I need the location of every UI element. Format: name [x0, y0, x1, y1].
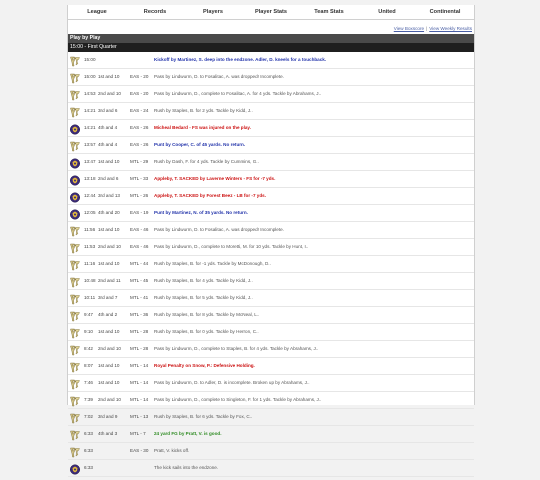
play-row [68, 171, 474, 188]
play-time: 10:48 [84, 278, 96, 283]
team-logo-icon [69, 428, 81, 439]
play-row [68, 324, 474, 341]
team-logo-icon [69, 445, 81, 456]
play-field-position: MTL - 29 [130, 159, 149, 164]
play-description: Rush by Staples, B. for -1 yds. Tackle by McDonough, D.. [154, 261, 271, 266]
play-time: 14:21 [84, 108, 96, 113]
play-down-distance: 1st and 10 [98, 159, 120, 164]
play-down-distance: 1st and 10 [98, 227, 120, 232]
play-row [68, 137, 474, 154]
play-list [68, 52, 474, 477]
play-row [68, 52, 474, 69]
opponent-logo-icon [69, 156, 81, 167]
play-time: 11:16 [84, 261, 96, 266]
play-row [68, 205, 474, 222]
play-time: 14:53 [84, 91, 96, 96]
nav-team-stats[interactable]: Team Stats [314, 9, 344, 15]
play-description: Punt by Cooper, C. of 45 yards. No return. [154, 142, 246, 147]
play-row [68, 341, 474, 358]
play-down-distance: 1st and 10 [98, 380, 120, 385]
play-row [68, 290, 474, 307]
play-description: Pass by Lindwurm, D., complete to Moretti, M. for 10 yds. Tackle by Hunt, I.. [154, 244, 309, 249]
play-down-distance: 4th and 3 [98, 431, 118, 436]
play-field-position: MTL - 7 [130, 431, 146, 436]
play-row [68, 307, 474, 324]
team-logo-icon [69, 394, 81, 405]
play-down-distance: 4th and 4 [98, 142, 118, 147]
team-logo-icon [69, 71, 81, 82]
play-row [68, 188, 474, 205]
play-time: 11:53 [84, 244, 96, 249]
play-down-distance: 2nd and 10 [98, 346, 121, 351]
team-logo-icon [69, 360, 81, 371]
play-field-position: EAS - 46 [130, 244, 149, 249]
team-logo-icon [69, 292, 81, 303]
team-logo-icon [69, 139, 81, 150]
play-time: 13:18 [84, 176, 96, 181]
team-logo-icon [69, 224, 81, 235]
play-description: Royal Penalty on Snow, P.: Defensive Holding. [154, 363, 255, 368]
play-field-position: EAS - 19 [130, 210, 149, 215]
play-down-distance: 2nd and 11 [98, 278, 121, 283]
team-logo-icon [69, 54, 81, 65]
play-description: Rush by Staples, B. for 0 yds. Tackle by Herron, C.. [154, 329, 259, 334]
play-time: 11:56 [84, 227, 96, 232]
play-field-position: EAS - 30 [130, 448, 149, 453]
view-weekly-results-link[interactable]: View Weekly Results [429, 26, 472, 31]
opponent-logo-icon [69, 462, 81, 473]
play-down-distance: 2nd and 10 [98, 244, 121, 249]
play-row [68, 239, 474, 256]
play-row [68, 69, 474, 86]
play-field-position: MTL - 44 [130, 261, 149, 266]
play-row [68, 273, 474, 290]
play-time: 9:47 [84, 312, 93, 317]
play-row [68, 358, 474, 375]
play-field-position: MTL - 41 [130, 295, 149, 300]
play-time: 8:07 [84, 363, 93, 368]
play-description: Rush by Staples, B. for 4 yds. Tackle by Kidd, J.. [154, 278, 253, 283]
play-time: 10:11 [84, 295, 96, 300]
play-down-distance: 2nd and 6 [98, 176, 119, 181]
play-description: Pass by Lindwurm, D., complete to Singleton, F. for 1 yds. Tackle by Abrahams, J.. [154, 397, 322, 402]
play-description: 24 yard FG by Pratt, V. is good. [154, 431, 222, 436]
play-time: 15:00 [84, 57, 96, 62]
team-logo-icon [69, 343, 81, 354]
play-description: Pass by Lindwurm, D. to Adler, D. is incomplete. Broken up by Abrahams, J.. [154, 380, 310, 385]
play-down-distance: 3rd and 9 [98, 414, 118, 419]
play-down-distance: 2nd and 10 [98, 91, 121, 96]
play-field-position: MTL - 14 [130, 380, 149, 385]
play-down-distance: 4th and 2 [98, 312, 118, 317]
play-description: Rush by Staples, B. for 6 yds. Tackle by Fox, C.. [154, 414, 253, 419]
play-row [68, 375, 474, 392]
play-row [68, 222, 474, 239]
play-down-distance: 1st and 10 [98, 261, 120, 266]
play-row [68, 392, 474, 409]
play-down-distance: 1st and 10 [98, 363, 120, 368]
play-row [68, 256, 474, 273]
play-row [68, 409, 474, 426]
team-logo-icon [69, 326, 81, 337]
nav-continental[interactable]: Continental [429, 9, 461, 15]
view-boxscore-link[interactable]: View Boxscore [393, 26, 425, 31]
play-time: 9:10 [84, 329, 93, 334]
play-row [68, 103, 474, 120]
team-logo-icon [69, 88, 81, 99]
play-down-distance: 1st and 10 [98, 329, 120, 334]
nav-league[interactable]: League [87, 9, 107, 15]
play-time: 12:44 [84, 193, 96, 198]
team-logo-icon [69, 105, 81, 116]
play-row [68, 460, 474, 477]
play-down-distance: 3rd and 6 [98, 108, 118, 113]
nav-united[interactable]: United [378, 9, 396, 15]
nav-records[interactable]: Records [143, 9, 167, 15]
nav-players[interactable]: Players [203, 9, 223, 15]
play-field-position: EAS - 26 [130, 142, 149, 147]
team-logo-icon [69, 377, 81, 388]
play-down-distance: 3rd and 13 [98, 193, 120, 198]
play-down-distance: 4th and 20 [98, 210, 120, 215]
play-time: 6:33 [84, 465, 93, 470]
top-nav [68, 5, 474, 20]
play-field-position: MTL - 26 [130, 193, 149, 198]
play-time: 14:21 [84, 125, 96, 130]
opponent-logo-icon [69, 190, 81, 201]
opponent-logo-icon [69, 122, 81, 133]
play-description: Pass by Lindwurm, D. to Fosalitac, A. was dropped! Incomplete. [154, 74, 284, 79]
play-description: Punt by Martinez, N. of 35 yards. No return. [154, 210, 248, 215]
play-field-position: EAS - 24 [130, 108, 149, 113]
team-logo-icon [69, 241, 81, 252]
link-separator: | [426, 26, 428, 31]
play-description: Pass by Lindwurm, D., complete to Staples, B. for 4 yds. Tackle by Abrahams, J.. [154, 346, 319, 351]
play-field-position: MTL - 45 [130, 278, 149, 283]
play-description: Rush by Staples, B. for 2 yds. Tackle by Kidd, J.. [154, 108, 253, 113]
play-time: 6:33 [84, 431, 93, 436]
play-down-distance: 4th and 4 [98, 125, 118, 130]
play-field-position: MTL - 28 [130, 346, 149, 351]
result-links [68, 20, 474, 32]
play-field-position: EAS - 26 [130, 125, 149, 130]
opponent-logo-icon [69, 173, 81, 184]
play-by-play-header: Play by Play [68, 34, 474, 43]
play-time: 6:33 [84, 448, 93, 453]
opponent-logo-icon [69, 207, 81, 218]
play-description: Rush by Dash, F. for 4 yds. Tackle by Cummins, G.. [154, 159, 259, 164]
play-field-position: MTL - 33 [130, 176, 149, 181]
play-down-distance: 3rd and 7 [98, 295, 118, 300]
play-description: Pratt, V. kicks off. [154, 448, 190, 453]
page-container [67, 5, 475, 470]
play-description: Pass by Lindwurm, D., complete to Fosalitac, A. for 4 yds. Tackle by Abrahams, J.. [154, 91, 322, 96]
play-time: 15:00 [84, 74, 96, 79]
play-field-position: MTL - 14 [130, 363, 149, 368]
play-down-distance: 2nd and 10 [98, 397, 121, 402]
play-time: 13:47 [84, 159, 96, 164]
team-logo-icon [69, 258, 81, 269]
play-row [68, 154, 474, 171]
team-logo-icon [69, 411, 81, 422]
play-row [68, 86, 474, 103]
team-logo-icon [69, 309, 81, 320]
play-time: 13:57 [84, 142, 96, 147]
play-field-position: MTL - 36 [130, 312, 149, 317]
quarter-header: 15:00 - First Quarter [68, 43, 474, 52]
play-row [68, 443, 474, 460]
play-time: 12:05 [84, 210, 96, 215]
play-description: Rush by Staples, B. for 8 yds. Tackle by McNeal, L.. [154, 312, 260, 317]
play-description: Pass by Lindwurm, D. to Fosalitac, A. was dropped! Incomplete. [154, 227, 284, 232]
play-time: 7:39 [84, 397, 93, 402]
play-description: The kick sails into the endzone. [154, 465, 219, 470]
play-time: 8:42 [84, 346, 93, 351]
play-row [68, 426, 474, 443]
play-description: Rush by Staples, B. for 5 yds. Tackle by Kidd, J.. [154, 295, 253, 300]
play-row [68, 120, 474, 137]
play-down-distance: 1st and 10 [98, 74, 120, 79]
team-logo-icon [69, 275, 81, 286]
play-description: Appleby, T. SACKED by Forest Beez - LB for -7 yds. [154, 193, 266, 198]
play-field-position: EAS - 46 [130, 227, 149, 232]
play-description: Appleby, T. SACKED by Laverne Winters - FS for -7 yds. [154, 176, 276, 181]
play-field-position: EAS - 20 [130, 91, 149, 96]
play-time: 7:46 [84, 380, 93, 385]
play-field-position: EAS - 20 [130, 74, 149, 79]
play-field-position: MTL - 13 [130, 414, 149, 419]
play-description: Micheal Bedard - FS was injured on the play. [154, 125, 251, 130]
play-time: 7:02 [84, 414, 93, 419]
play-field-position: MTL - 28 [130, 329, 149, 334]
play-field-position: MTL - 14 [130, 397, 149, 402]
play-description: Kickoff by Martinez, S. deep into the endzone. Adler, D. kneels for a touchback. [154, 57, 327, 62]
nav-player-stats[interactable]: Player Stats [254, 9, 288, 15]
